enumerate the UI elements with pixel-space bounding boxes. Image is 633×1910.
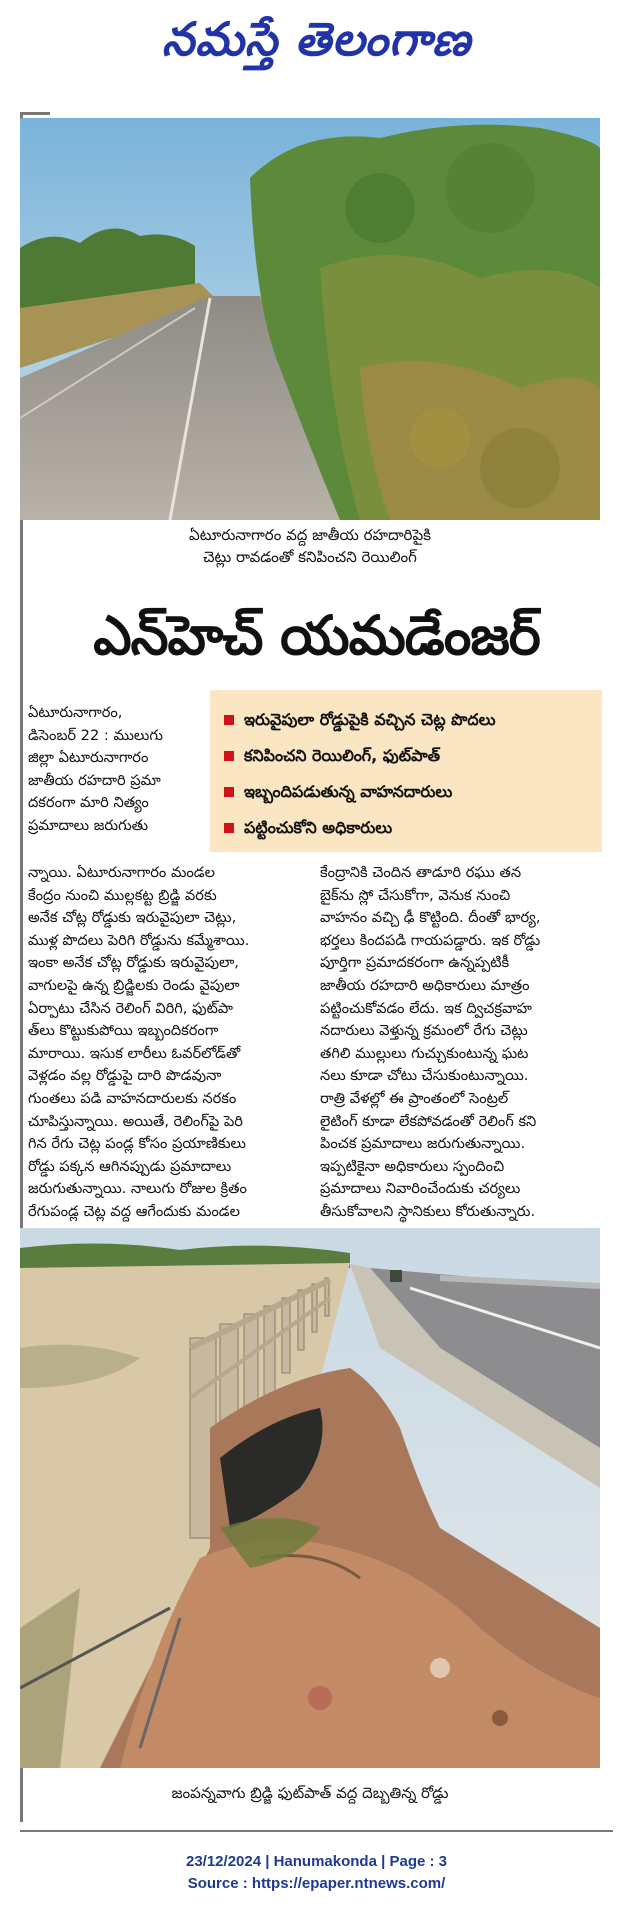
page-border-top [20,112,50,115]
bullet-icon [224,787,234,797]
bullet-icon [224,751,234,761]
text-line: వాగులపై ఉన్న బ్రిడ్జిలకు రెండు వైపులా [28,976,240,994]
text-line: లైటింగ్ కూడా లేకపోవడంతో రెలింగ్ కని [320,1112,537,1130]
text-line: రోడ్డు పక్కన ఆగినప్పుడు ప్రమాదాలు [28,1157,232,1175]
photo-caption-top-line2: చెట్లు రావడంతో కనిపించని రెయిలింగ్ [203,548,417,566]
masthead-logo: నమస్తే తెలంగాణ [161,12,472,66]
article-column-left [28,862,300,1224]
dateline-line: జిల్లా ఏటూరునాగారం [28,749,149,767]
dateline-line: జాతీయ రహదారి ప్రమా [28,771,161,789]
dateline-block [28,702,204,838]
text-line: ఇప్పటికైనా అధికారులు స్పందించి [320,1157,505,1175]
text-line: గిన రేగు చెట్ల పండ్ల కోసం ప్రయాణికులు [28,1135,246,1153]
text-line: బైక్‌ను స్లో చేసుకోగా, వెనుక నుంచి [320,886,511,904]
dateline-line: ప్రమాదాలు జరుగుతు [28,816,149,834]
text-line: ఏర్పాటు చేసిన రెలింగ్ విరిగి, ఫుట్‌పా [28,999,233,1017]
text-line: తీసుకోవాలని స్థానికులు కోరుతున్నారు. [320,1202,536,1220]
text-line: త్‌లు కొట్టుకుపోయి ఇబ్బందికరంగా [28,1022,219,1040]
bullet-icon [224,715,234,725]
text-line: రేగుపండ్ల చెట్ల వద్ద ఆగేందుకు మండల [28,1202,240,1220]
highlight-item: ఇబ్బందిపడుతున్న వాహనదారులు [220,774,592,810]
photo-caption-top-line1: ఏటూరునాగారం వద్ద జాతీయ రహదారిపైకి [189,526,431,544]
text-line: ముళ్ల పొదలు పెరిగి రోడ్డును కమ్మేశాయి. [28,931,250,949]
text-line: రాత్రి వేళల్లో ఈ ప్రాంతంలో సెంట్రల్ [320,1089,509,1107]
text-line: నలు కూడా చోటు చేసుకుంటున్నాయి. [320,1067,529,1085]
article-column-right [320,862,605,1224]
text-line: తగిలి ముల్లులు గుచ్చుకుంటున్న ఘట [320,1044,529,1062]
photo-bridge-damaged [20,1228,600,1768]
text-line: పించక ప్రమాదాలు జరుగుతున్నాయి. [320,1135,526,1153]
highlights-box [210,690,602,852]
text-line: అనేక చోట్ల రోడ్డుకు ఇరువైపులా చెట్లు, [28,909,237,927]
footer-source: Source : https://epaper.ntnews.com/ [187,1875,446,1892]
highlight-item: పట్టించుకోని అధికారులు [220,810,592,846]
text-line: ఇంకా అనేక చోట్ల రోడ్డుకు ఇరువైపులా, [28,954,239,972]
text-line: వాహనం వచ్చి ఢీ కొట్టింది. దీంతో భార్య, [320,909,541,927]
photo-caption-bottom: జంపన్నవాగు బ్రిడ్జి ఫుట్‌పాత్ వద్ద దెబ్బతిన్న రోడ్డు [171,1784,449,1802]
footer-divider [20,1830,613,1832]
highlight-item: ఇరువైపులా రోడ్డుపైకి వచ్చిన చెట్ల పొదలు [220,702,592,738]
highlight-item: కనిపించని రెయిలింగ్, ఫుట్‌పాత్ [220,738,592,774]
dateline-line: డిసెంబర్ 22 : ములుగు [28,726,163,744]
text-line: చూపిస్తున్నాయి. అయితే, రెలింగ్‌పై పెరి [28,1112,243,1130]
footer-date-edition: 23/12/2024 | Hanumakonda | Page : 3 [185,1853,447,1870]
text-line: ప్రమాదాలు నివారించేందుకు చర్యలు [320,1180,521,1198]
text-line: కేంద్రం నుంచి ముల్లకట్ట బ్రిడ్జి వరకు [28,886,217,904]
text-line: పట్టించుకోవడం లేదు. ఇక ద్విచక్రవాహ [320,999,532,1017]
dateline-line: ఏటూరునాగారం, [28,704,123,721]
dateline-line: దకరంగా మారి నిత్యం [28,794,149,812]
bullet-icon [224,823,234,833]
text-line: నదారులు వెళ్తున్న క్రమంలో రేగు చెట్లు [320,1022,528,1040]
text-line: జాతీయ రహదారి అధికారులు మాత్రం [320,976,530,994]
text-line: మారాయి. ఇసుక లారీలు ఓవర్‌లోడ్‌తో [28,1044,241,1062]
photo-caption-top [20,524,600,568]
headline: ఎన్‌హెచ్ యమడేంజర్ [93,604,540,667]
text-line: న్నాయి. ఏటూరునాగారం మండల [28,864,215,881]
photo-highway-overgrown [20,118,600,520]
text-line: గుంతలు పడి వాహనదారులకు నరకం [28,1089,237,1107]
text-line: పూర్తిగా ప్రమాదకరంగా ఉన్నప్పటికీ [320,954,510,972]
text-line: జరుగుతున్నాయి. నాలుగు రోజుల క్రితం [28,1180,247,1198]
text-line: కేంద్రానికి చెందిన తాడూరి రఘు తన [320,864,522,881]
text-line: భర్తలు కిందపడి గాయపడ్డారు. ఇక రోడ్డు [320,931,541,949]
text-line: వెళ్లడం వల్ల రోడ్డుపై దారి పొడవునా [28,1067,222,1085]
